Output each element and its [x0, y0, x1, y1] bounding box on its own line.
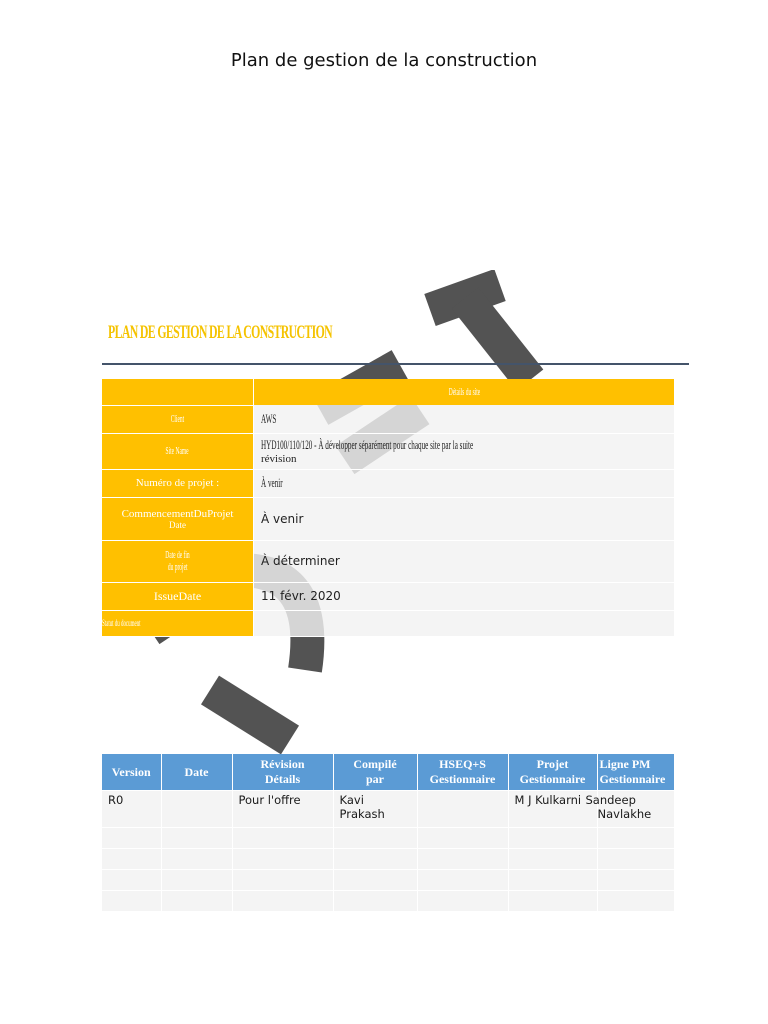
row-value: AWS [254, 405, 675, 433]
document-title: Plan de gestion de la construction [230, 50, 538, 71]
table-header-row [102, 379, 674, 405]
cell-version: R0 [102, 791, 161, 828]
cell-date [161, 791, 232, 828]
section-heading: PLAN DE GESTION DE LA CONSTRUCTION [108, 322, 333, 343]
table-row [102, 891, 674, 912]
row-value: À venir [254, 497, 675, 540]
cell-line-pm-manager: Sandeep Navlakhe [597, 791, 674, 828]
col-header-date: Date [161, 754, 232, 791]
table-row [102, 828, 674, 849]
row-value: 11 févr. 2020 [254, 582, 675, 610]
col-header-revision-details: Révision Détails [232, 754, 333, 791]
col-header-version: Version [102, 754, 161, 791]
table-row [102, 405, 674, 433]
table-row [102, 849, 674, 870]
row-value: HYD100/110/120 - À développer séparément pour chaque site par la suite révision [254, 433, 675, 469]
table-row [102, 469, 674, 497]
row-label: CommencementDuProjet Date [102, 497, 254, 540]
row-label: Client [102, 405, 254, 433]
table-row [102, 610, 674, 636]
col-header-line-pm-manager: Ligne PM Gestionnaire [597, 754, 674, 791]
row-label: IssueDate [102, 582, 254, 610]
table-row [102, 582, 674, 610]
table-header: Détails du site [254, 379, 675, 405]
table-row [102, 540, 674, 582]
cell-project-manager: M J Kulkarni [508, 791, 597, 828]
row-label: Site Name [102, 433, 254, 469]
cell-revision-details: Pour l'offre [232, 791, 333, 828]
revision-table [102, 754, 675, 911]
cell-hseq-manager [417, 791, 508, 828]
revision-header-row [102, 754, 674, 791]
table-row [102, 433, 674, 469]
row-label: Numéro de projet : [102, 469, 254, 497]
cell-compiled-by: Kavi Prakash [333, 791, 417, 828]
row-label: Date de fin du projet [102, 540, 254, 582]
table-row [102, 791, 674, 828]
row-value: À déterminer [254, 540, 675, 582]
section-divider [102, 363, 689, 365]
col-header-hseq-manager: HSEQ+S Gestionnaire [417, 754, 508, 791]
col-header-compiled-by: Compilé par [333, 754, 417, 791]
site-details-table [102, 379, 674, 637]
table-row [102, 497, 674, 540]
row-value: À venir [254, 469, 675, 497]
header-empty-cell [102, 379, 254, 405]
table-row [102, 870, 674, 891]
row-value [254, 610, 675, 636]
col-header-project-manager: Projet Gestionnaire [508, 754, 597, 791]
row-label: Statut du document [102, 610, 254, 636]
